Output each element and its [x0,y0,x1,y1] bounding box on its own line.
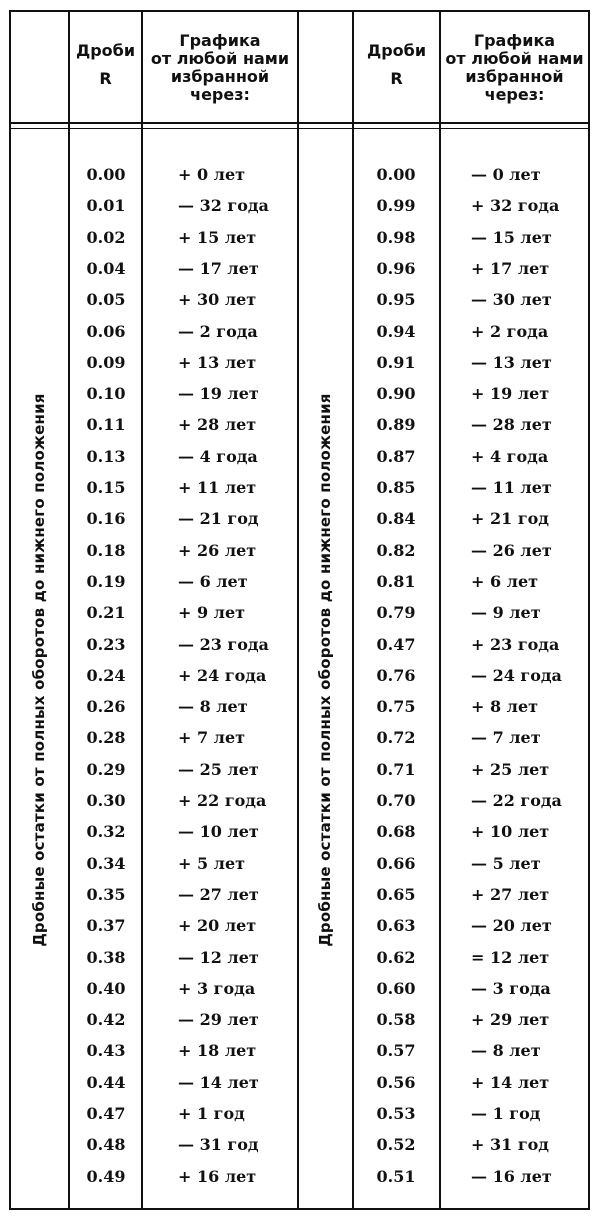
border-bottom [9,1208,590,1210]
fraction-cell: 0.05 [86,290,126,309]
fraction-cell: 0.63 [376,916,416,935]
shift-cell: + 7 лет [178,728,246,747]
shift-cell: — 6 лет [178,572,248,591]
shift-cell: — 25 лет [178,760,259,779]
shift-cell: — 24 года [471,666,562,685]
fraction-cell: 0.96 [376,259,416,278]
fraction-cell: 0.75 [376,697,416,716]
fraction-cell: 0.84 [376,509,416,528]
header-rule-1 [9,122,590,124]
fraction-cell: 0.52 [376,1135,416,1154]
shift-cell: + 28 лет [178,415,257,434]
header-frac-symbol: R [390,69,403,88]
fraction-cell: 0.37 [86,916,126,935]
fraction-cell: 0.34 [86,854,126,873]
fraction-cell: 0.99 [376,196,416,215]
fraction-cell: 0.40 [86,979,126,998]
shift-cell: + 8 лет [471,697,539,716]
fraction-cell: 0.44 [86,1073,126,1092]
shift-cell: — 1 год [471,1104,541,1123]
fraction-cell: 0.68 [376,822,416,841]
fraction-cell: 0.47 [376,635,416,654]
sep-middle [297,10,299,1210]
shift-cell: + 32 года [471,196,560,215]
fraction-cell: 0.66 [376,854,416,873]
shift-cell: — 15 лет [471,228,552,247]
fraction-cell: 0.79 [376,603,416,622]
shift-cell: — 14 лет [178,1073,259,1092]
header-rule-2 [9,128,590,129]
header-shift-line1: Графика [473,31,556,50]
shift-cell: + 9 лет [178,603,246,622]
fraction-cell: 0.09 [86,353,126,372]
shift-cell: + 27 лет [471,885,550,904]
shift-cell: — 10 лет [178,822,259,841]
sep-right-frac [439,10,441,1210]
fraction-cell: 0.00 [376,165,416,184]
fraction-cell: 0.91 [376,353,416,372]
header-shift-line3: избранной [170,67,270,86]
shift-cell: — 4 года [178,447,258,466]
shift-cell: + 3 года [178,979,256,998]
fraction-cell: 0.49 [86,1167,126,1186]
shift-cell: + 24 года [178,666,267,685]
fraction-cell: 0.18 [86,541,126,560]
shift-cell: + 1 год [178,1104,245,1123]
fraction-cell: 0.30 [86,791,126,810]
fraction-cell: 0.13 [86,447,126,466]
shift-cell: — 8 лет [471,1041,541,1060]
fraction-cell: 0.81 [376,572,416,591]
shift-cell: + 26 лет [178,541,257,560]
header-shift-right [441,32,588,104]
shift-cell: — 0 лет [471,165,541,184]
shift-cell: + 16 лет [178,1167,257,1186]
fraction-cell: 0.16 [86,509,126,528]
header-shift-line4: через: [484,85,545,104]
header-frac-left [70,42,141,88]
border-right [588,10,590,1210]
fraction-cell: 0.70 [376,791,416,810]
shift-cell: + 4 года [471,447,549,466]
shift-cell: — 21 год [178,509,259,528]
shift-cell: — 30 лет [471,290,552,309]
header-frac-symbol: R [99,69,112,88]
shift-cell: — 5 лет [471,854,541,873]
fraction-cell: 0.76 [376,666,416,685]
fraction-cell: 0.23 [86,635,126,654]
shift-cell: — 12 лет [178,948,259,967]
shift-cell: + 11 лет [178,478,257,497]
shift-cell: — 3 года [471,979,551,998]
header-shift-line2: от любой нами [445,49,584,68]
shift-cell: — 28 лет [471,415,552,434]
fraction-cell: 0.26 [86,697,126,716]
header-shift-line1: Графика [179,31,261,50]
fraction-cell: 0.19 [86,572,126,591]
header-frac-word: Дроби [75,41,136,60]
fraction-cell: 0.85 [376,478,416,497]
shift-cell: — 19 лет [178,384,259,403]
shift-cell: — 26 лет [471,541,552,560]
fraction-cell: 0.56 [376,1073,416,1092]
shift-cell: + 6 лет [471,572,539,591]
fraction-cell: 0.15 [86,478,126,497]
fraction-cell: 0.53 [376,1104,416,1123]
fraction-cell: 0.29 [86,760,126,779]
shift-cell: — 22 года [471,791,562,810]
fraction-cell: 0.21 [86,603,126,622]
shift-cell: — 2 года [178,322,258,341]
border-top [9,10,590,12]
fraction-cell: 0.90 [376,384,416,403]
fraction-cell: 0.42 [86,1010,126,1029]
header-shift-line2: от любой нами [150,49,290,68]
fraction-cell: 0.04 [86,259,126,278]
fraction-cell: 0.38 [86,948,126,967]
fraction-cell: 0.48 [86,1135,126,1154]
shift-cell: — 23 года [178,635,269,654]
fraction-cell: 0.57 [376,1041,416,1060]
shift-cell: — 32 года [178,196,269,215]
fraction-cell: 0.06 [86,322,126,341]
fraction-cell: 0.32 [86,822,126,841]
header-shift-left [143,32,297,104]
shift-cell: + 0 лет [178,165,246,184]
fraction-cell: 0.72 [376,728,416,747]
fraction-cell: 0.00 [86,165,126,184]
fraction-cell: 0.43 [86,1041,126,1060]
shift-cell: + 10 лет [471,822,550,841]
fraction-cell: 0.01 [86,196,126,215]
shift-cell: + 17 лет [471,259,550,278]
shift-cell: — 16 лет [471,1167,552,1186]
header-shift-line4: через: [190,85,250,104]
sep-right-side [352,10,354,1210]
side-label-left: Дробные остатки от полных оборотов до нижнего положения [30,393,48,947]
shift-cell: + 15 лет [178,228,257,247]
shift-cell: — 8 лет [178,697,248,716]
fraction-cell: 0.47 [86,1104,126,1123]
fraction-cell: 0.71 [376,760,416,779]
shift-cell: — 29 лет [178,1010,259,1029]
fraction-cell: 0.10 [86,384,126,403]
header-shift-line3: избранной [465,67,564,86]
header-frac-word: Дроби [366,41,427,60]
shift-cell: — 20 лет [471,916,552,935]
shift-cell: + 30 лет [178,290,257,309]
fraction-cell: 0.58 [376,1010,416,1029]
fraction-cell: 0.95 [376,290,416,309]
shift-cell: — 9 лет [471,603,541,622]
fraction-cell: 0.65 [376,885,416,904]
shift-cell: + 18 лет [178,1041,257,1060]
shift-cell: — 13 лет [471,353,552,372]
fraction-cell: 0.02 [86,228,126,247]
border-left [9,10,11,1210]
fraction-cell: 0.28 [86,728,126,747]
shift-cell: — 27 лет [178,885,259,904]
fraction-cell: 0.24 [86,666,126,685]
fraction-cell: 0.35 [86,885,126,904]
fraction-cell: 0.87 [376,447,416,466]
fraction-cell: 0.82 [376,541,416,560]
shift-cell: + 2 года [471,322,549,341]
fraction-cell: 0.89 [376,415,416,434]
fraction-cell: 0.62 [376,948,416,967]
shift-cell: + 29 лет [471,1010,550,1029]
shift-cell: + 21 год [471,509,549,528]
shift-cell: = 12 лет [471,948,550,967]
shift-cell: + 13 лет [178,353,257,372]
header-frac-right [354,42,439,88]
shift-cell: + 19 лет [471,384,550,403]
shift-cell: + 31 год [471,1135,549,1154]
shift-cell: — 17 лет [178,259,259,278]
shift-cell: + 20 лет [178,916,257,935]
shift-cell: — 31 год [178,1135,259,1154]
fraction-cell: 0.11 [86,415,126,434]
fraction-cell: 0.94 [376,322,416,341]
fraction-cell: 0.51 [376,1167,416,1186]
fraction-cell: 0.98 [376,228,416,247]
shift-cell: — 7 лет [471,728,541,747]
shift-cell: + 23 года [471,635,560,654]
shift-cell: — 11 лет [471,478,552,497]
shift-cell: + 5 лет [178,854,246,873]
shift-cell: + 25 лет [471,760,550,779]
shift-cell: + 22 года [178,791,267,810]
side-label-right: Дробные остатки от полных оборотов до нижнего положения [316,393,334,947]
fraction-cell: 0.60 [376,979,416,998]
shift-cell: + 14 лет [471,1073,550,1092]
